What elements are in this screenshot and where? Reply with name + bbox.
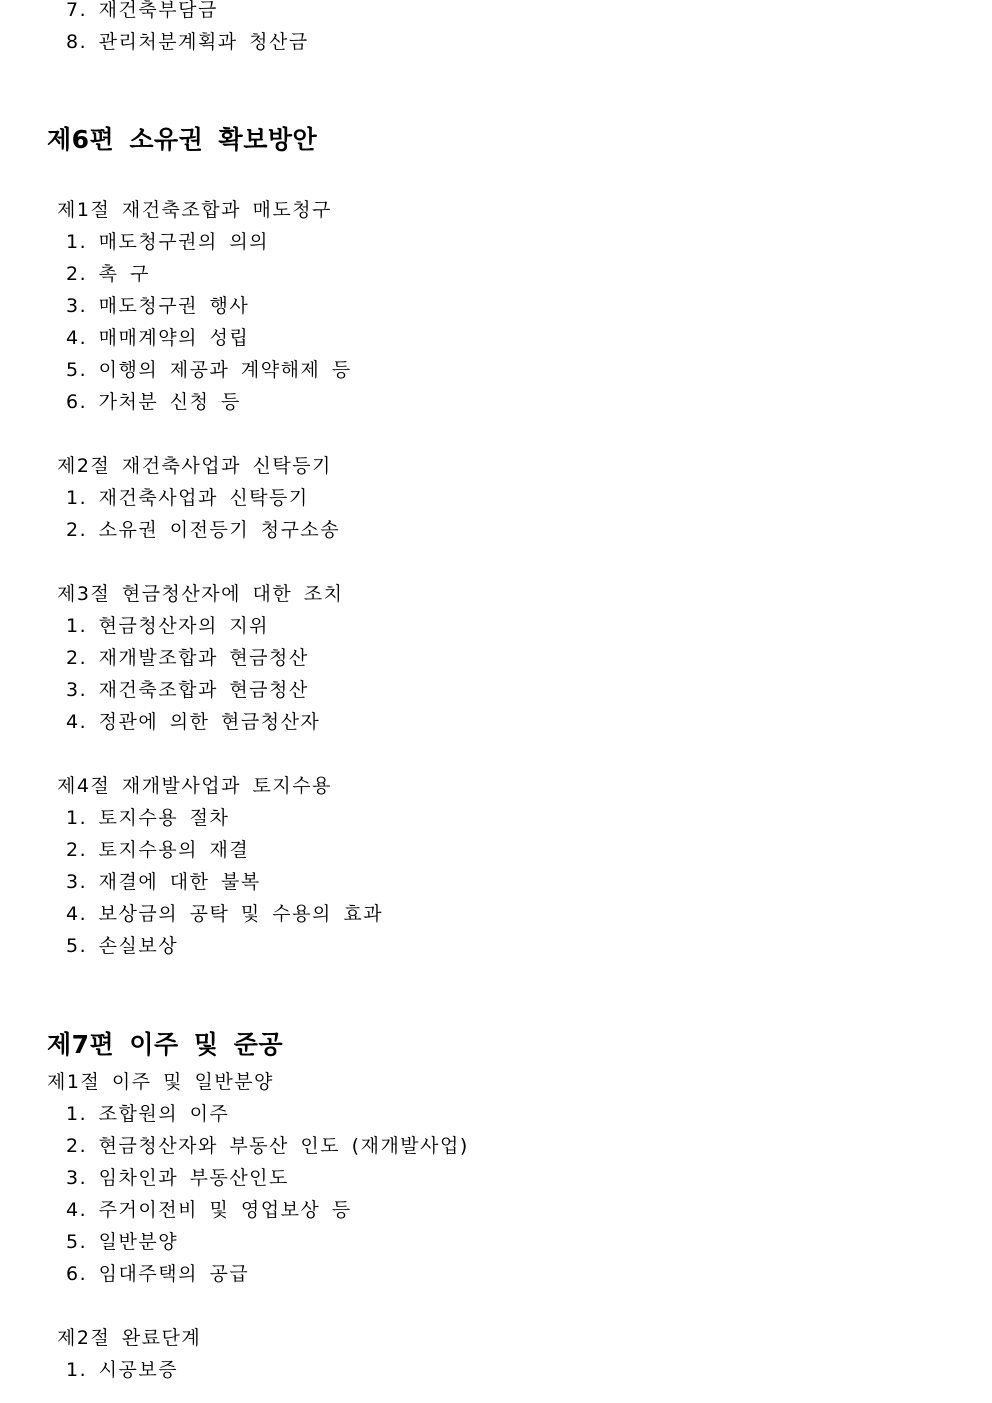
toc-item: 2. 촉 구 [66, 263, 150, 285]
toc-item: 3. 매도청구권 행사 [66, 295, 250, 317]
section-title: 제4절 재개발사업과 토지수용 [57, 775, 332, 797]
toc-item: 8. 관리처분계획과 청산금 [66, 31, 309, 53]
toc-item: 1. 현금청산자의 지위 [66, 615, 270, 637]
toc-item: 5. 손실보상 [66, 935, 179, 957]
toc-item: 4. 매매계약의 성립 [66, 327, 250, 349]
part-6-title: 제6편 소유권 확보방안 [47, 125, 318, 154]
toc-item: 2. 재개발조합과 현금청산 [66, 647, 309, 669]
section-title: 제2절 완료단계 [57, 1327, 202, 1349]
toc-item: 1. 조합원의 이주 [66, 1103, 230, 1125]
toc-item: 1. 재건축사업과 신탁등기 [66, 487, 309, 509]
section-title: 제1절 이주 및 일반분양 [47, 1071, 274, 1093]
toc-item: 1. 매도청구권의 의의 [66, 231, 270, 253]
toc-item: 6. 임대주택의 공급 [66, 1263, 250, 1285]
toc-item: 2. 토지수용의 재결 [66, 839, 250, 861]
toc-item: 5. 이행의 제공과 계약해제 등 [66, 359, 352, 381]
toc-item: 2. 소유권 이전등기 청구소송 [66, 519, 341, 541]
toc-item: 1. 시공보증 [66, 1359, 179, 1381]
toc-item: 2. 현금청산자와 부동산 인도 (재개발사업) [66, 1135, 469, 1157]
section-title: 제3절 현금청산자에 대한 조치 [57, 583, 344, 605]
toc-item: 4. 주거이전비 및 영업보상 등 [66, 1199, 352, 1221]
toc-item: 6. 가처분 신청 등 [66, 391, 241, 413]
toc-item: 1. 토지수용 절차 [66, 807, 230, 829]
toc-item: 3. 임차인과 부동산인도 [66, 1167, 289, 1189]
toc-item: 5. 일반분양 [66, 1231, 179, 1253]
section-title: 제2절 재건축사업과 신탁등기 [57, 455, 332, 477]
toc-item: 4. 보상금의 공탁 및 수용의 효과 [66, 903, 384, 925]
toc-item: 4. 정관에 의한 현금청산자 [66, 711, 321, 733]
part-7-title: 제7편 이주 및 준공 [47, 1030, 284, 1059]
toc-item: 3. 재건축조합과 현금청산 [66, 679, 309, 701]
section-title: 제1절 재건축조합과 매도청구 [57, 199, 332, 221]
toc-item: 7. 재건축부담금 [66, 0, 218, 21]
toc-item: 3. 재결에 대한 불복 [66, 871, 261, 893]
